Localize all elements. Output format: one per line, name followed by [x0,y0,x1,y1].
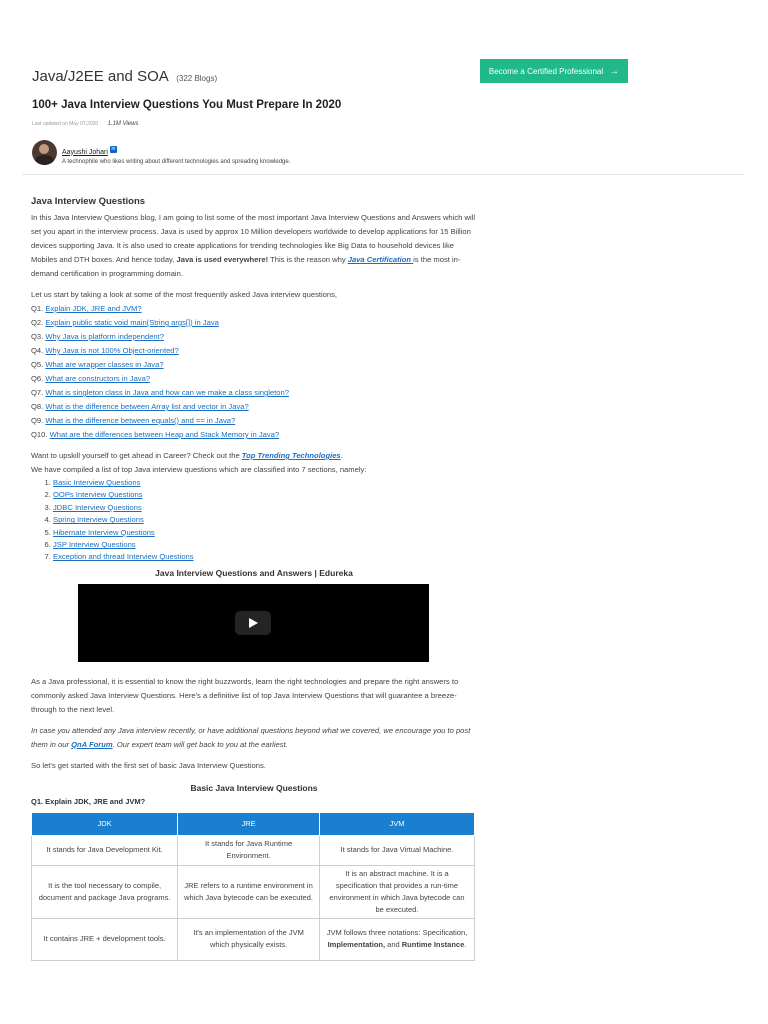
list-item: Q9. What is the difference between equals() and == in Java? [31,416,236,425]
question-link[interactable]: What is singleton class in Java and how can we make a class singleton? [45,388,289,397]
list-item [53,551,477,563]
compiled-paragraph: We have compiled a list of top Java interview questions which are classified into 7 sections, namely: [31,465,367,474]
author-bio: A technophile who likes writing about different technologies and spreading knowledge. [62,158,291,165]
category-header [32,68,217,86]
list-item: Q1. Explain JDK, JRE and JVM? [31,304,142,313]
table-header-jvm: JVM [319,812,474,835]
table-cell: It stands for Java Development Kit. [32,835,178,865]
header-divider [22,174,744,175]
avatar[interactable] [32,140,57,165]
section-link[interactable]: Hibernate Interview Questions [53,527,155,537]
become-certified-button[interactable] [480,59,628,83]
professional-paragraph: As a Java professional, it is essential to know the right buzzwords, learn the right technologies and prepare the right answers to commonly asked Java Interview Questions. Here's a definitive list of top Java Interview Questions that will guarantee a breeze-through to the next level. [31,676,459,714]
category-title[interactable]: Java/J2EE and SOA [32,68,169,85]
question-link[interactable]: Why Java is platform independent? [45,332,164,341]
sections-list [31,477,477,564]
cta-label: Become a Certified Professional [488,66,604,76]
section-link[interactable]: Spring Interview Questions [53,515,144,525]
question-link[interactable]: Explain public static void main(String args[]) in Java [45,318,219,327]
q1-heading: Q1. Explain JDK, JRE and JVM? [31,796,146,806]
list-item: Q8. What is the difference between Array list and vector in Java? [31,402,249,411]
question-link[interactable]: Explain JDK, JRE and JVM? [45,304,142,313]
forum-paragraph: In case you attended any Java interview recently, or have additional questions beyond what we covered, we encourage you to post them in our QnA Forum. Our expert team will get back to you at the earliest. [31,725,471,749]
section-link[interactable]: Basic Interview Questions [53,478,141,487]
video-player[interactable] [78,584,429,662]
section-link[interactable]: Exception and thread Interview Questions [53,552,194,562]
blog-count: (322 Blogs) [176,74,218,83]
video-title: Java Interview Questions and Answers | Edureka [155,567,353,578]
list-item [53,489,477,501]
question-link[interactable]: What are constructors in Java? [45,374,151,383]
question-link[interactable]: What is the difference between equals() and == in Java? [45,416,236,425]
qna-forum-link[interactable]: QnA Forum [71,739,113,749]
intro-paragraph: In this Java Interview Questions blog, I am going to list some of the most important Java Interview Questions and Answers which will set you apart in the interview process. Java is used by approx 10 Million developers worldwide to develop applications for 15 Billion devices supporting Java. It is also used to create applications for trending technologies like Big Data to household devices like Mobiles and DTH boxes. And hence today, Java is used everywhere! This is the reason why Java Certification is the most in-demand certification in programming domain. [31,213,476,278]
java-certification-link[interactable]: Java Certification [347,255,414,264]
question-link[interactable]: What are the differences between Heap and Stack Memory in Java? [49,430,280,439]
question-link[interactable]: Why Java is not 100% Object-oriented? [45,346,179,355]
list-item [53,539,477,551]
questions-intro: Let us start by taking a look at some of the most frequently asked Java interview questions, [31,290,338,299]
table-header-jre: JRE [178,812,320,835]
table-cell: It stands for Java Runtime Environment. [178,835,320,865]
table-cell: It is an abstract machine. It is a specification that provides a run-time environment in which Java bytecode can be executed. [319,865,474,918]
start-paragraph: So let's get started with the first set of basic Java Interview Questions. [31,760,266,770]
list-item: Q2. Explain public static void main(String args[]) in Java [31,318,219,327]
section-link[interactable]: JDBC Interview Questions [53,502,142,512]
list-item [53,527,477,539]
list-item: Q3. Why Java is platform independent? [31,332,164,341]
table-cell: It is the tool necessary to compile, document and package Java programs. [32,865,178,918]
table-cell: JVM follows three notations: Specification, Implementation, and Runtime Instance. [319,918,474,960]
list-item [53,514,477,526]
article-title: 100+ Java Interview Questions You Must Prepare In 2020 [32,99,342,111]
list-item [53,477,477,489]
list-item: Q7. What is singleton class in Java and how can we make a class singleton? [31,388,289,397]
top-trending-link[interactable]: Top Trending Technologies [241,451,341,460]
table-row [32,835,475,865]
table-header-jdk: JDK [32,812,178,835]
list-item: Q5. What are wrapper classes in Java? [31,360,164,369]
table-cell: It's an implementation of the JVM which physically exists. [178,918,320,960]
question-link[interactable]: What is the difference between Array list and vector in Java? [45,402,249,411]
table-cell: JRE refers to a runtime environment in which Java bytecode can be executed. [178,865,320,918]
table-cell: It contains JRE + development tools. [32,918,178,960]
last-updated: Last updated on May 07,2020 [32,121,99,127]
author-name[interactable]: Aayushi Johari [62,148,108,156]
question-list [31,302,477,442]
question-link[interactable]: What are wrapper classes in Java? [45,360,164,369]
table-cell: It stands for Java Virtual Machine. [319,835,474,865]
list-item [53,502,477,514]
table-row [32,918,475,960]
list-item: Q4. Why Java is not 100% Object-oriented? [31,346,179,355]
basic-heading: Basic Java Interview Questions [190,782,318,793]
article-body [31,195,477,961]
table-row [32,865,475,918]
linkedin-icon[interactable]: in [111,145,116,152]
upskill-paragraph: Want to upskill yourself to get ahead in Career? Check out the Top Trending Technologies. [31,451,343,460]
section-heading: Java Interview Questions [31,196,146,207]
view-count: 1.1M Views [107,121,139,127]
comparison-table [31,812,475,961]
article-meta [32,121,138,127]
section-link[interactable]: OOPs Interview Questions [53,490,143,500]
arrow-right-icon: → [609,65,620,77]
section-link[interactable]: JSP Interview Questions [53,540,136,550]
list-item: Q6. What are constructors in Java? [31,374,151,383]
list-item: Q10. What are the differences between Heap and Stack Memory in Java? [31,430,280,439]
play-icon[interactable] [235,611,271,635]
author-box [32,140,290,165]
